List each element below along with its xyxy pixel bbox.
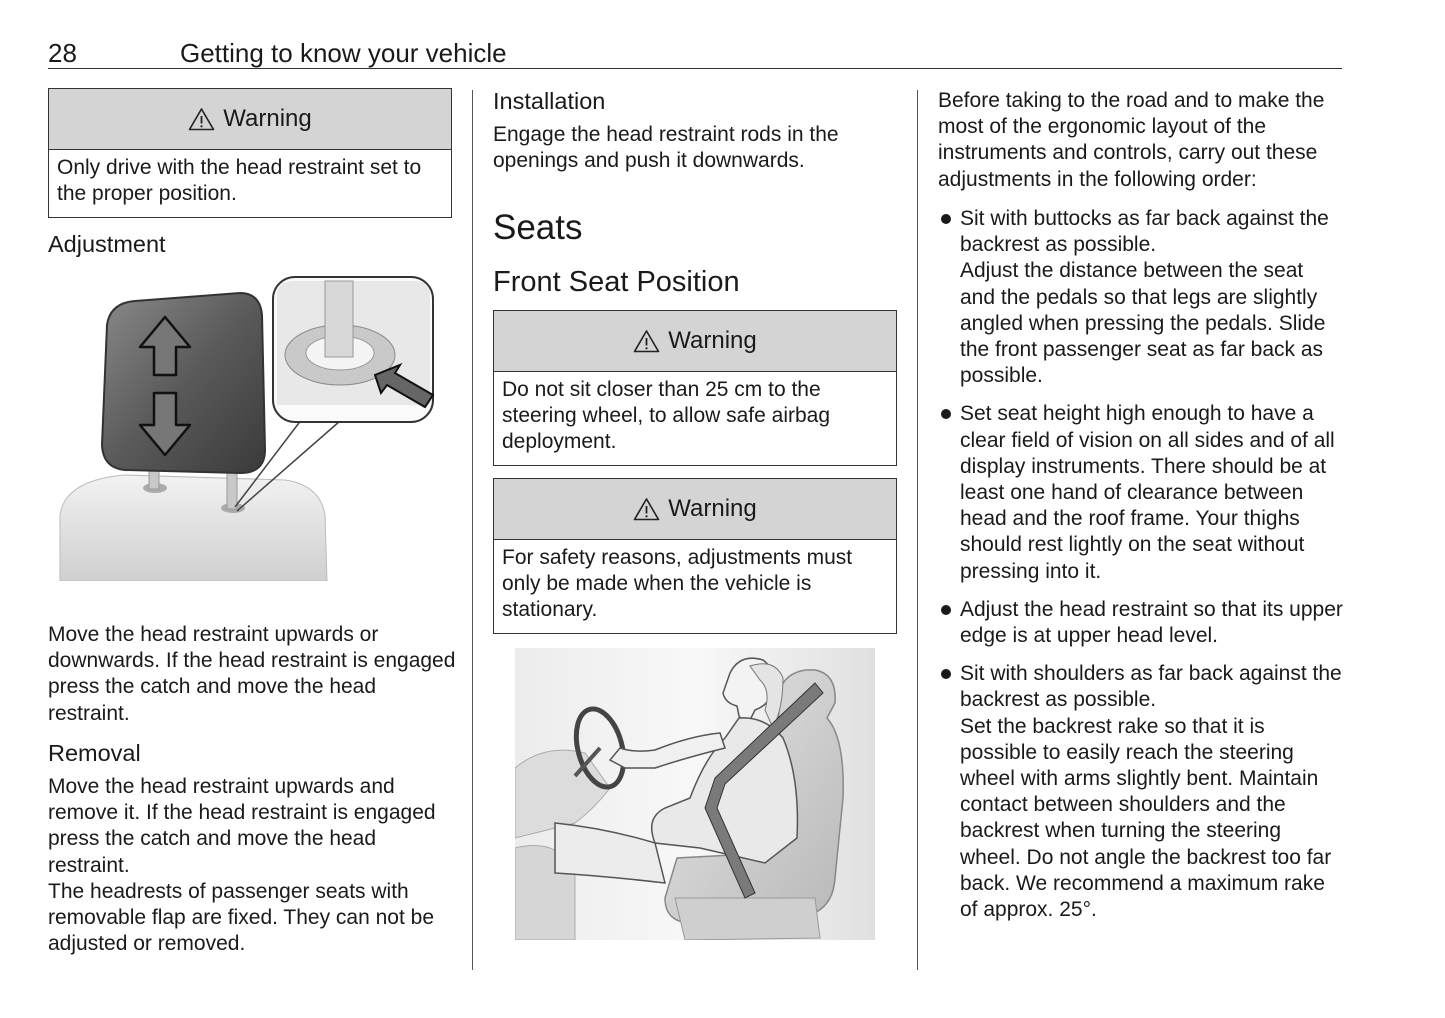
head-restraint-illustration <box>55 275 435 581</box>
removal-text: Move the head restraint upwards and remove it. If the head restraint is engaged press the catch and move the head restraint. <box>48 775 436 877</box>
adjustment-heading: Adjustment <box>48 231 166 257</box>
removal-text-block <box>48 774 458 957</box>
page-title: Getting to know your vehicle <box>180 38 507 68</box>
seats-heading: Seats <box>493 208 583 247</box>
list-item <box>938 597 1343 649</box>
adjustment-text: Move the head restraint upwards or downwards. If the head restraint is engaged press the catch and move the head restraint. <box>48 623 456 725</box>
warning-text: Only drive with the head restraint set to the proper position. <box>57 156 422 206</box>
warning-text: Do not sit closer than 25 cm to the steering wheel, to allow safe airbag deployment. <box>502 378 831 454</box>
list-item <box>938 401 1343 584</box>
column-divider-1 <box>472 90 473 970</box>
list-item-text: Adjust the head restraint so that its upper edge is at upper head level. <box>960 597 1343 648</box>
list-item-text: Set seat height high enough to have a clear field of vision on all sides and of all display instruments. There should be at least one hand of clearance between head and the roof frame. Your thighs should rest lightly on the seat without pressing into it. <box>960 402 1335 583</box>
list-item-text: Sit with shoulders as far back against the backrest as possible. <box>960 662 1342 712</box>
removal-text-2: The headrests of passenger seats with removable flap are fixed. They can not be adjusted or removed. <box>48 879 435 956</box>
list-item <box>938 206 1343 389</box>
warning-title: Warning <box>223 105 312 132</box>
warning-title: Warning <box>668 327 757 354</box>
installation-text: Engage the head restraint rods in the openings and push it downwards. <box>493 123 839 173</box>
list-item-text-2: Adjust the distance between the seat and the pedals so that legs are slightly angled when pressing the pedals. Slide the front passenger seat as far back as possible. <box>960 259 1326 388</box>
intro-text: Before taking to the road and to make the most of the ergonomic layout of the instruments and controls, carry out these adjustments in the following order: <box>938 89 1325 191</box>
bullet-dot <box>941 669 951 679</box>
warning-box-stationary <box>493 478 897 634</box>
front-seat-position-heading: Front Seat Position <box>493 266 740 298</box>
warning-header <box>494 311 896 372</box>
header-divider <box>48 68 1342 69</box>
installation-heading: Installation <box>493 88 606 114</box>
warning-text: For safety reasons, adjustments must only be made when the vehicle is stationary. <box>502 546 853 622</box>
removal-heading: Removal <box>48 740 141 766</box>
adjustment-order-list <box>938 206 1343 935</box>
warning-box-head-restraint <box>48 88 452 218</box>
bullet-dot <box>941 409 951 419</box>
warning-title: Warning <box>668 495 757 522</box>
list-item-text: Sit with buttocks as far back against the backrest as possible. <box>960 207 1329 257</box>
warning-triangle-icon <box>633 329 660 353</box>
bullet-dot <box>941 605 951 615</box>
list-item <box>938 661 1343 923</box>
list-item-text-2: Set the backrest rake so that it is possible to easily reach the steering wheel with arms slightly bent. Maintain contact between shoulders and the backrest when turning the steering wheel. Do not angle the backrest too far back. We recommend a maximum rake of approx. 25°. <box>960 714 1332 922</box>
bullet-dot <box>941 214 951 224</box>
warning-header <box>49 89 451 150</box>
driver-seat-position-illustration <box>515 648 875 940</box>
warning-triangle-icon <box>188 107 215 131</box>
warning-box-airbag <box>493 310 897 466</box>
warning-triangle-icon <box>633 497 660 521</box>
column-divider-2 <box>917 90 918 970</box>
page-number: 28 <box>48 38 77 68</box>
warning-header <box>494 479 896 540</box>
